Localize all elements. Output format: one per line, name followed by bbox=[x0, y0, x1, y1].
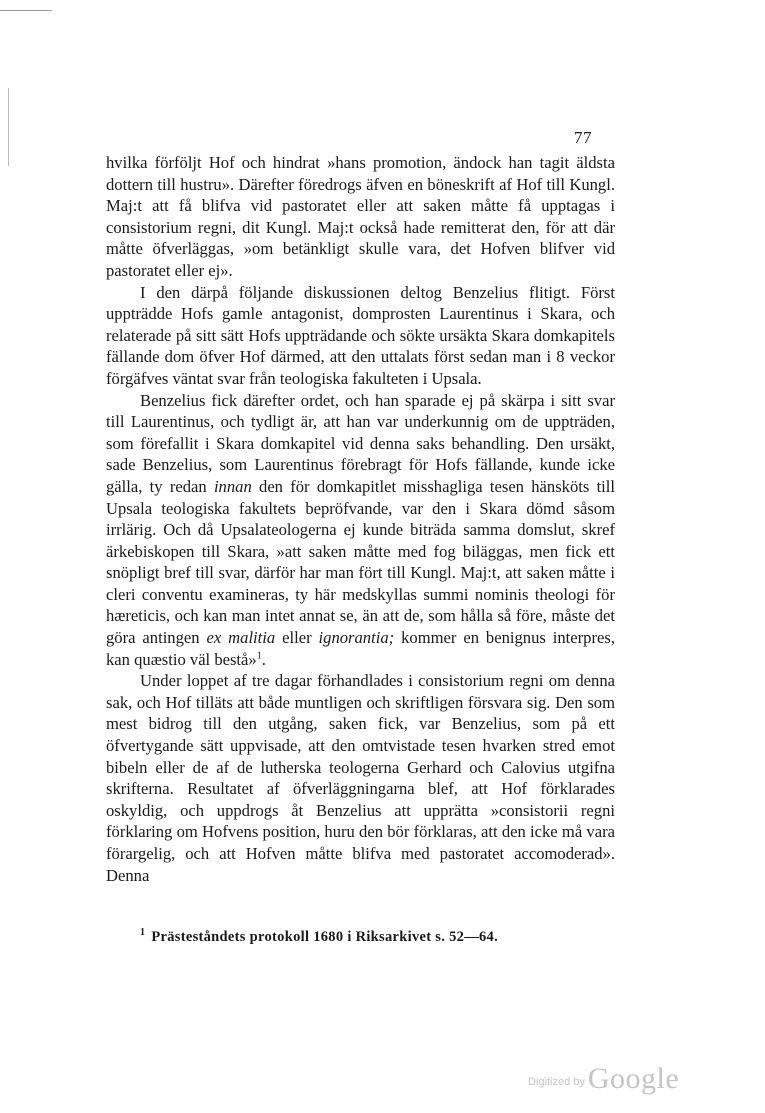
footnote bbox=[140, 929, 610, 946]
page-number: 77 bbox=[574, 128, 592, 147]
watermark-prefix: Digitized by bbox=[528, 1076, 585, 1088]
footnote-marker: 1 bbox=[140, 927, 146, 939]
paragraph-3-text-b: den för domkapitlet misshagliga tesen hänsköts till Upsala teologiska fakultets bepröfvande, var den i Skara dömd såsom irrlärig. Och då Upsalateologerna ej kunde biträda samma domslut, skref ärkebiskopen till Skara, »att saken måtte med fog biläggas, men fick ett snöpligt bref till svar, därför har man fört till Kungl. Maj:t, att saken måtte i cleri conventu examineras, ty här medskyllas summi nominis theologi för hæreticis, och kan man intet annat se, än att de, som hålla så före, måste det göra antingen bbox=[106, 476, 616, 648]
google-logo: Google bbox=[587, 1062, 680, 1095]
paragraph-1: hvilka förföljt Hof och hindrat »hans promotion, ändock han tagit äldsta dottern till hustru». Därefter föredrogs äfven en böneskrift af Hof till Kungl. Maj:t att få blifva vid pastoratet eller att saken måtte få upptagas i consistorium regni, dit Kungl. Maj:t också hade remitterat den, för att där måtte öfverläggas, »om betänkligt skulle vara, det Hofven blifver vid pastoratet eller ej». bbox=[106, 153, 615, 280]
footnote-text: Prästeståndets protokoll 1680 i Riksarkivet s. 52—64. bbox=[151, 929, 499, 945]
paragraph-3-text-d: kommer en benignus interpres, kan quæstio väl bestå» bbox=[106, 628, 615, 669]
scan-edge-rule bbox=[0, 10, 52, 11]
body-text bbox=[106, 152, 615, 886]
paragraph-3-text-a: Benzelius fick därefter ordet, och han sparade ej på skärpa i sitt svar till Laurentinus, och tydligt är, att han var underkunnig om de uppträden, som förefallit i Skara domkapitel vid denna saks behandling. Den ursäkt, sade Benzelius, som Laurentinus förebragt för Hofs fällande, kunde icke gälla, ty redan bbox=[106, 390, 615, 496]
paragraph-2: I den därpå följande diskussionen deltog Benzelius flitigt. Först uppträdde Hofs gamle antagonist, domprosten Laurentinus i Skara, och relaterade på sitt sätt Hofs uppträdande och sökte ursäkta Skara domkapitels fällande dom öfver Hof därmed, att den uttalats först sedan man i 8 veckor förgäfves väntat svar från teologiska fakulteten i Upsala. bbox=[106, 282, 615, 388]
emphasis-innan: innan bbox=[213, 476, 252, 496]
emphasis-ignorantia: ignorantia; bbox=[318, 628, 395, 648]
paragraph-3 bbox=[106, 390, 615, 671]
paragraph-4: Under loppet af tre dagar förhandlades i consistorium regni om denna sak, och Hof tilläts att både muntligen och skriftligen försvara sig. Den som mest bidrog till den utgång, saken fick, var Benzelius, som på ett öfvertygande sätt uppvisade, att den omtvistade tesen hvarken stred emot bibeln eller de af de lutherska teologerna Gerhard och Calovius utgifna skrifterna. Resultatet af öfverläggningarna blef, att Hof förklarades oskyldig, och uppdrogs åt Benzelius att upprätta »consistorii regni förklaring om Hofvens position, huru den bör förklaras, att den icke må vara förargelig, och att Hofven måtte blifva med pastoratet accomoderad». Denna bbox=[106, 671, 615, 885]
paragraph-3-text-e: . bbox=[261, 649, 266, 669]
paragraph-3-text-c: eller bbox=[282, 628, 312, 648]
footnote-reference[interactable]: 1 bbox=[256, 650, 262, 662]
scan-edge-mark bbox=[8, 88, 9, 166]
emphasis-ex-malitia: ex malitia bbox=[206, 628, 276, 648]
digitized-watermark bbox=[528, 1062, 679, 1096]
